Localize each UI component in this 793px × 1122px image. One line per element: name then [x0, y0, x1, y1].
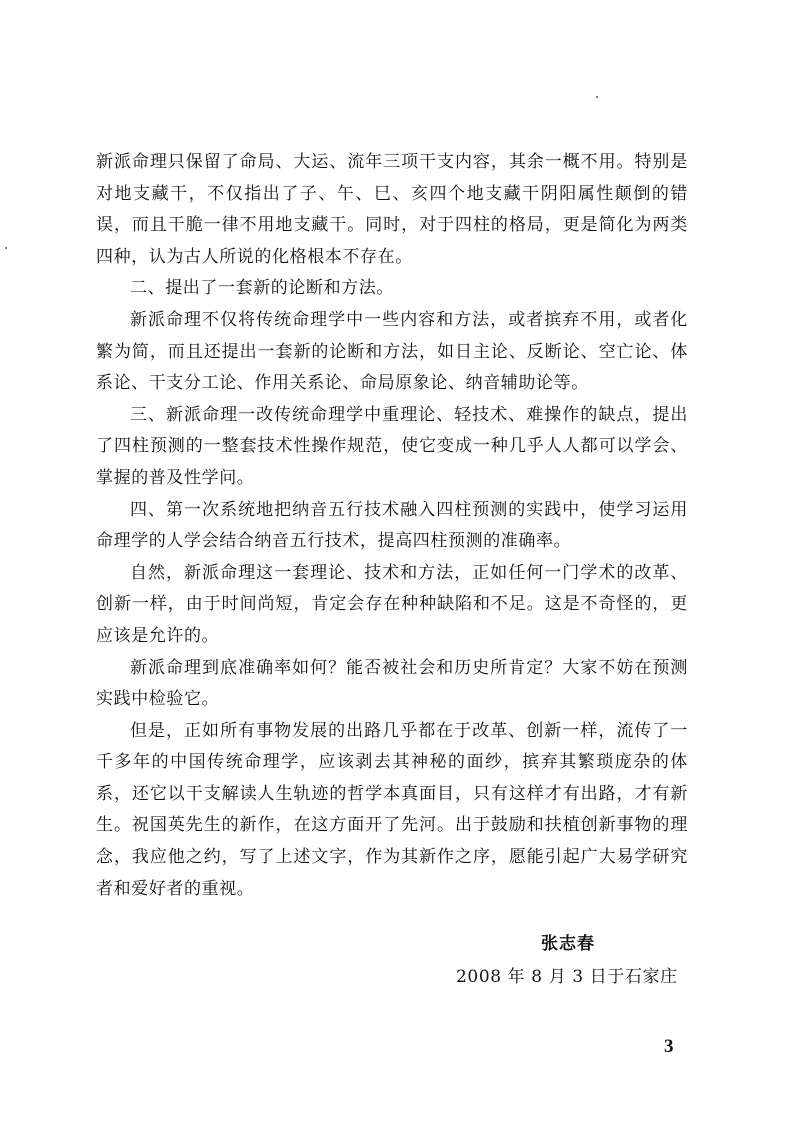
author-name: 张志春 — [541, 934, 595, 954]
page-number: 3 — [664, 1036, 674, 1057]
paragraph-4: 三、新派命理一改传统命理学中重理论、轻技术、难操作的缺点，提出了四柱预测的一整套技术性操作规范，使它变成一种几乎人人都可以学会、掌握的普及性学问。 — [96, 404, 688, 488]
scan-speck — [596, 96, 598, 98]
paragraph-8: 但是，正如所有事物发展的出路几乎都在于改革、创新一样，流传了一千多年的中国传统命理学，应该剥去其神秘的面纱，摈弃其繁琐庞杂的体系，还它以干支解读人生轨迹的哲学本真面目，只有这样才有出路，才有新生。祝国英先生的新作，在这方面开了先河。出于鼓励和扶植创新事物的理念，我应他之约，写了上述文字，作为其新作之序，愿能引起广大易学研究者和爱好者的重视。 — [96, 720, 688, 899]
paragraph-3: 新派命理不仅将传统命理学中一些内容和方法，或者摈弃不用，或者化繁为简，而且还提出一套新的论断和方法，如日主论、反断论、空亡论、体系论、干支分工论、作用关系论、命局原象论、纳音辅助论等。 — [96, 309, 688, 394]
paragraph-6: 自然，新派命理这一套理论、技术和方法，正如任何一门学术的改革、创新一样，由于时间尚短，肯定会存在种种缺陷和不足。这是不奇怪的，更应该是允许的。 — [96, 562, 688, 646]
paragraph-5: 四、第一次系统地把纳音五行技术融入四柱预测的实践中，使学习运用命理学的人学会结合纳音五行技术，提高四柱预测的准确率。 — [96, 499, 688, 552]
scan-speck — [5, 247, 7, 249]
body-text — [96, 147, 688, 905]
paragraph-2: 二、提出了一套新的论断和方法。 — [130, 278, 394, 299]
signature-date: 2008 年 8 月 3 日于石家庄 — [456, 967, 678, 987]
signature-block — [0, 921, 793, 1001]
paragraph-1: 新派命理只保留了命局、大运、流年三项干支内容，其余一概不用。特别是对地支藏干，不仅指出了子、午、巳、亥四个地支藏干阴阳属性颠倒的错误，而且干脆一律不用地支藏干。同时，对于四柱的格局，更是简化为两类四种，认为古人所说的化格根本不存在。 — [96, 152, 688, 267]
paragraph-7: 新派命理到底准确率如何？能否被社会和历史所肯定？大家不妨在预测实践中检验它。 — [96, 657, 688, 710]
